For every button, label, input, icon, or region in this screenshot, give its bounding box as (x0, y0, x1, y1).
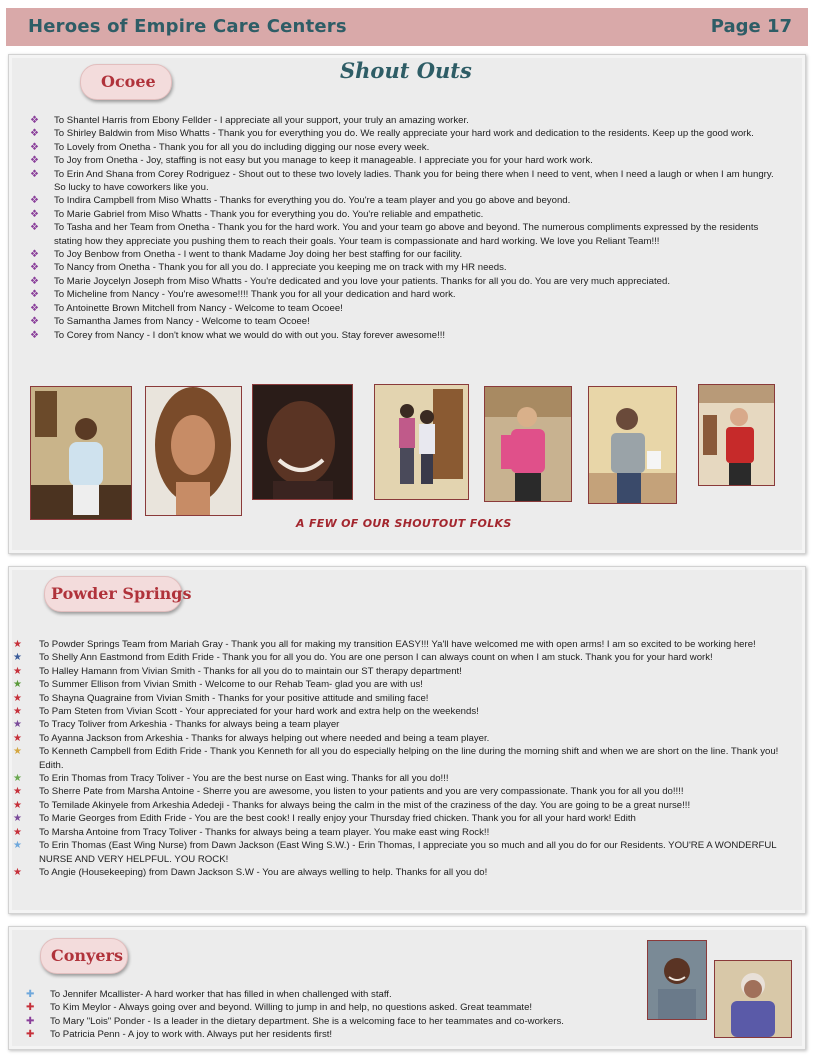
diamond-bullet-icon: ❖ (30, 155, 39, 167)
diamond-bullet-icon: ❖ (30, 195, 39, 207)
list-item (26, 1015, 640, 1028)
list-item (13, 692, 791, 705)
shoutout-text: To Temilade Akinyele from Arkeshia Adedeji - Thanks for always being the calm in the mist of the craziness of the day. You are going to be a great nurse!!! (39, 799, 691, 811)
shoutout-text: To Lovely from Onetha - Thank you for all you do including digging our nose every week. (54, 141, 430, 153)
list-item (30, 141, 774, 154)
shoutout-text: To Corey from Nancy - I don't know what we would do with out you. Stay forever awesome!!! (54, 329, 446, 341)
shoutout-text: To Tasha and her Team from Onetha - Thank you for the hard work. You and your team go above and beyond. The numerous compliments expressed by the residents stating how they appreciate you pushing them to reach their goals. Your team is compassionate and hard working. We love you Reliant Team!!! (54, 222, 759, 247)
star-bullet-icon: ★ (13, 813, 22, 825)
shoutout-text: To Erin And Shana from Corey Rodriguez - Shout out to these two lovely ladies. Thank you for being there when I need to vent, when I need a laugh or when I am hungry. So lucky to have coworkers like you. (54, 168, 774, 194)
shoutout-photo-6 (588, 386, 677, 504)
list-item (13, 785, 791, 798)
shoutout-text: To Shantel Harris from Ebony Fellder - I appreciate all your support, your truly an amazing worker. (54, 115, 469, 126)
star-bullet-icon: ★ (13, 732, 22, 744)
list-item (13, 718, 791, 731)
star-bullet-icon: ★ (13, 799, 22, 811)
list-item (30, 208, 774, 221)
shoutout-text: To Angie (Housekeeping) from Dawn Jackson S.W - You are always welling to help. Thanks for all you do! (39, 866, 488, 878)
shoutout-text: To Joy from Onetha - Joy, staffing is not easy but you manage to keep it manageable. I appreciate you for your hard work work. (54, 155, 593, 167)
diamond-bullet-icon: ❖ (30, 262, 39, 274)
list-item (13, 772, 791, 785)
ocoee-label-text: Ocoee (101, 72, 156, 91)
diamond-bullet-icon: ❖ (30, 249, 39, 261)
shoutout-text: To Jennifer Mcallister- A hard worker that has filled in when challenged with staff. (50, 989, 392, 1000)
cross-bullet-icon: ✚ (26, 1029, 35, 1041)
diamond-bullet-icon: ❖ (30, 141, 39, 153)
cross-bullet-icon: ✚ (26, 1015, 35, 1027)
star-bullet-icon: ★ (13, 719, 22, 731)
diamond-bullet-icon: ❖ (30, 329, 39, 341)
diamond-bullet-icon: ❖ (30, 316, 39, 328)
conyers-photo-2 (714, 960, 792, 1038)
list-item (13, 866, 791, 879)
list-item (26, 1001, 640, 1014)
list-item (30, 275, 774, 288)
list-item (30, 288, 774, 301)
list-item (13, 799, 791, 812)
shoutout-text: To Pam Steten from Vivian Scott - Your appreciated for your hard work and extra help on the weekends! (39, 706, 479, 718)
shoutout-text: To Kim Meylor - Always going over and beyond. Willing to jump in and help, no questions asked. Great teammate! (50, 1002, 533, 1014)
list-item (13, 812, 791, 825)
shoutout-photo-7 (698, 384, 775, 486)
shoutout-text: To Summer Ellison from Vivian Smith - Welcome to our Rehab Team- glad you are with us! (39, 679, 423, 691)
shoutout-text: To Erin Thomas (East Wing Nurse) from Dawn Jackson (East Wing S.W.) - Erin Thomas, I appreciate you so much and all you do for our Residents. YOU'RE A WONDERFUL NURSE AND VERY HELPFUL. YOU ROCK! (39, 840, 777, 865)
ocoee-section-label (80, 64, 172, 100)
star-bullet-icon: ★ (13, 652, 22, 664)
shoutout-text: To Marie Joycelyn Joseph from Miso Whatts - You're dedicated and you love your patients. Thanks for all you do. You are very much appreciated. (54, 275, 670, 287)
list-item (30, 329, 774, 342)
list-item (13, 839, 791, 866)
star-bullet-icon: ★ (13, 826, 22, 838)
shoutout-text: To Shayna Quagraine from Vivian Smith - Thanks for your positive attitude and smiling face! (39, 692, 429, 704)
powder-springs-shoutout-list (13, 638, 791, 879)
shoutout-text: To Tracy Toliver from Arkeshia - Thanks for always being a team player (39, 719, 340, 731)
star-bullet-icon: ★ (13, 679, 22, 691)
cross-bullet-icon: ✚ (26, 1002, 35, 1014)
star-bullet-icon: ★ (13, 746, 22, 758)
shoutout-text: To Erin Thomas from Tracy Toliver - You are the best nurse on East wing. Thanks for all you do!!! (39, 773, 449, 785)
conyers-photo-1 (647, 940, 707, 1020)
shoutout-photo-1 (30, 386, 132, 520)
shoutout-text: To Ayanna Jackson from Arkeshia - Thanks for always helping out where needed and being a team player. (39, 732, 490, 744)
shoutout-text: To Sherre Pate from Marsha Antoine - Sherre you are awesome, you listen to your patients and you are very compassionate. Thank you for all you do!!!! (39, 786, 684, 798)
list-item (30, 315, 774, 328)
list-item (13, 732, 791, 745)
star-bullet-icon: ★ (13, 692, 22, 704)
shoutout-text: To Shelly Ann Eastmond from Edith Fride - Thank you for all you do. You are one person I can always count on when I am stuck. Thank you for your hard work! (39, 652, 713, 664)
shoutout-photo-4 (374, 384, 469, 500)
list-item (30, 248, 774, 261)
list-item (30, 194, 774, 207)
shoutout-text: To Patricia Penn - A joy to work with. Always put her residents first! (50, 1029, 333, 1041)
conyers-shoutout-list (26, 988, 640, 1042)
shoutout-text: To Joy Benbow from Onetha - I went to thank Madame Joy doing her best staffing for our facility. (54, 249, 463, 261)
list-item (30, 302, 774, 315)
list-item (13, 665, 791, 678)
list-item (13, 705, 791, 718)
shoutout-text: To Powder Springs Team from Mariah Gray - Thank you all for making my transition EASY!!! Ya'll have welcomed me with open arms! I am so excited to be working here! (39, 639, 756, 650)
conyers-label-text: Conyers (51, 946, 123, 965)
shoutout-text: To Halley Hamann from Vivian Smith - Thanks for all you do to maintain our ST therapy department! (39, 665, 462, 677)
diamond-bullet-icon: ❖ (30, 168, 39, 180)
shoutout-text: To Kenneth Campbell from Edith Fride - Thank you Kenneth for all you do especially helping on the line during the morning shift and when we are short on the line. Thank you! Edith. (39, 746, 779, 771)
powder-springs-label-text: Powder Springs (51, 584, 192, 603)
list-item (13, 651, 791, 664)
list-item (13, 745, 791, 772)
shoutout-text: To Antoinette Brown Mitchell from Nancy - Welcome to team Ocoee! (54, 302, 343, 314)
powder-springs-section-label (44, 576, 192, 612)
diamond-bullet-icon: ❖ (30, 115, 39, 126)
list-item (26, 1028, 640, 1041)
shoutout-text: To Shirley Baldwin from Miso Whatts - Thank you for everything you do. We really appreciate your hard work and dedication to the residents. Keep up the good work. (54, 128, 754, 140)
shoutout-text: To Marie Gabriel from Miso Whatts - Thank you for everything you do. You're reliable and empathetic. (54, 208, 484, 220)
shoutout-text: To Marsha Antoine from Tracy Toliver - Thanks for always being a team player. You make east wing Rock!! (39, 826, 490, 838)
shout-outs-title: Shout Outs (340, 58, 472, 83)
list-item (30, 261, 774, 274)
list-item (30, 154, 774, 167)
star-bullet-icon: ★ (13, 706, 22, 718)
shoutout-text: To Nancy from Onetha - Thank you for all you do. I appreciate you keeping me on track with my HR needs. (54, 262, 507, 274)
diamond-bullet-icon: ❖ (30, 208, 39, 220)
conyers-section-label (40, 938, 128, 974)
diamond-bullet-icon: ❖ (30, 275, 39, 287)
list-item (13, 638, 791, 651)
list-item (30, 221, 774, 248)
list-item (26, 988, 640, 1001)
newsletter-title: Heroes of Empire Care Centers (28, 16, 347, 37)
diamond-bullet-icon: ❖ (30, 222, 39, 234)
list-item (13, 678, 791, 691)
shoutout-text: To Samantha James from Nancy - Welcome to team Ocoee! (54, 316, 310, 328)
cross-bullet-icon: ✚ (26, 989, 35, 1000)
page-number: Page 17 (710, 16, 792, 37)
shoutout-text: To Indira Campbell from Miso Whatts - Thanks for everything you do. You're a team player and you go above and beyond. (54, 195, 571, 207)
list-item (30, 114, 774, 127)
star-bullet-icon: ★ (13, 866, 22, 878)
diamond-bullet-icon: ❖ (30, 302, 39, 314)
diamond-bullet-icon: ❖ (30, 128, 39, 140)
photos-caption: A FEW OF OUR SHOUTOUT FOLKS (296, 517, 512, 530)
list-item (30, 168, 774, 195)
star-bullet-icon: ★ (13, 773, 22, 785)
star-bullet-icon: ★ (13, 639, 22, 650)
page-header (6, 8, 808, 46)
list-item (13, 826, 791, 839)
shoutout-text: To Micheline from Nancy - You're awesome!!!! Thank you for all your dedication and hard work. (54, 289, 456, 301)
shoutout-text: To Marie Georges from Edith Fride - You are the best cook! I really enjoy your Thursday fried chicken. Thank you for all your hard work! Edith (39, 813, 636, 825)
list-item (30, 127, 774, 140)
shoutout-photo-3 (252, 384, 353, 500)
diamond-bullet-icon: ❖ (30, 289, 39, 301)
shoutout-photo-2 (145, 386, 242, 516)
shoutout-photo-5 (484, 386, 572, 502)
star-bullet-icon: ★ (13, 665, 22, 677)
star-bullet-icon: ★ (13, 840, 22, 852)
star-bullet-icon: ★ (13, 786, 22, 798)
ocoee-shoutout-list (30, 114, 774, 342)
shoutout-text: To Mary "Lois" Ponder - Is a leader in the dietary department. She is a welcoming face to her teammates and co-workers. (50, 1015, 564, 1027)
